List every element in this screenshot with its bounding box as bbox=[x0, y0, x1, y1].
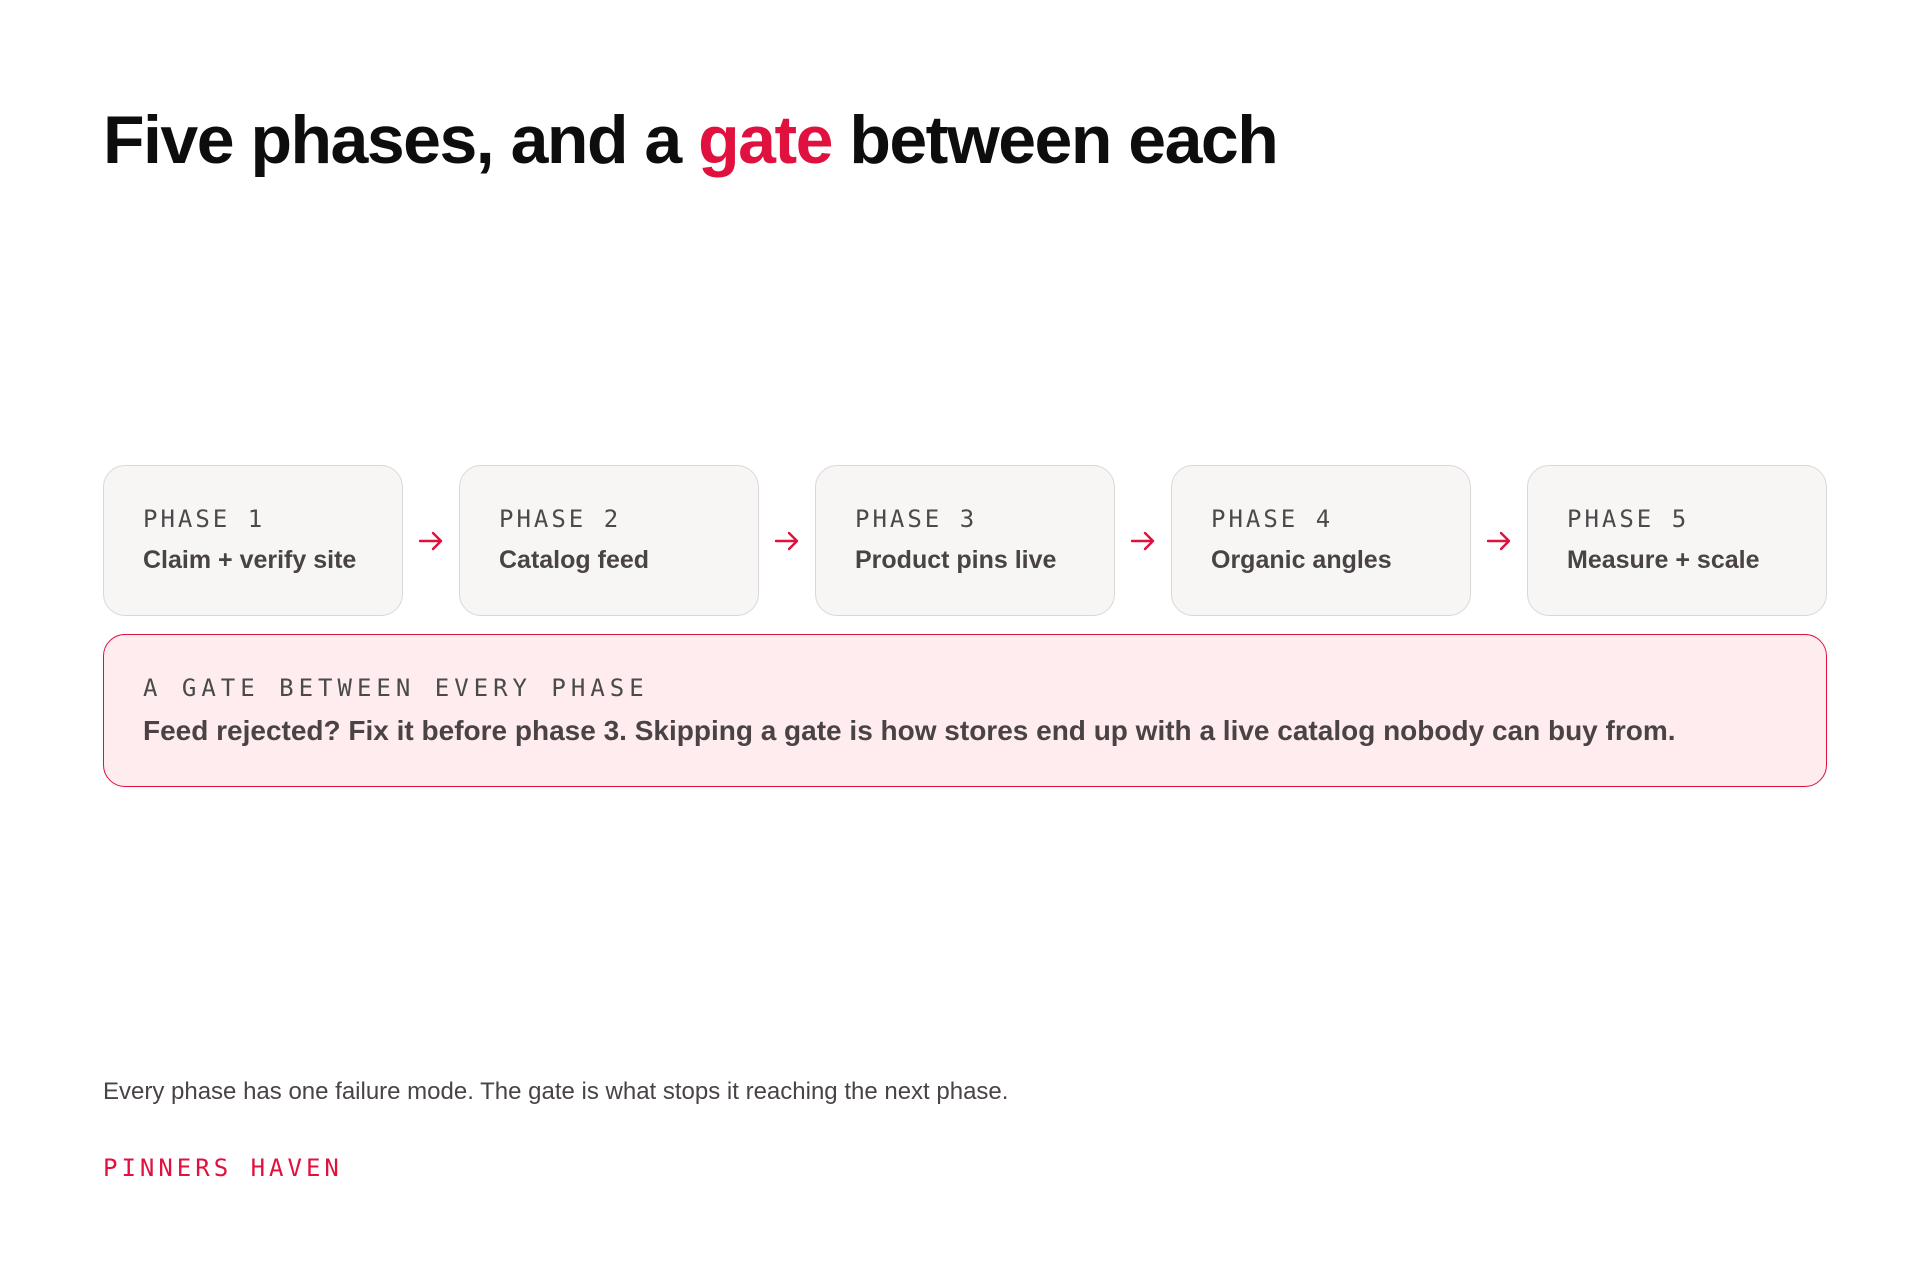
phase-label: PHASE 1 bbox=[143, 505, 266, 533]
phase-label: PHASE 4 bbox=[1211, 505, 1334, 533]
phase-label: PHASE 3 bbox=[855, 505, 978, 533]
arrow-right-icon bbox=[403, 465, 459, 616]
brand-wordmark: PINNERS HAVEN bbox=[103, 1154, 343, 1182]
phase-card-4 bbox=[1171, 465, 1471, 616]
phase-name: Claim + verify site bbox=[143, 546, 357, 574]
phase-flow bbox=[103, 465, 1827, 616]
gate-text: Feed rejected? Fix it before phase 3. Skipping a gate is how stores end up with a live catalog nobody can buy from. bbox=[143, 715, 1676, 746]
phase-label: PHASE 2 bbox=[499, 505, 622, 533]
gate-label: A GATE BETWEEN EVERY PHASE bbox=[143, 674, 649, 702]
phase-card-1 bbox=[103, 465, 403, 616]
arrow-right-icon bbox=[1115, 465, 1171, 616]
arrow-right-icon bbox=[759, 465, 815, 616]
footnote: Every phase has one failure mode. The gate is what stops it reaching the next phase. bbox=[103, 1078, 1009, 1105]
title-before: Five phases, and a bbox=[103, 102, 699, 178]
phase-card-5 bbox=[1527, 465, 1827, 616]
title-highlight: gate bbox=[698, 102, 832, 178]
phase-name: Organic angles bbox=[1211, 546, 1392, 574]
phase-card-3 bbox=[815, 465, 1115, 616]
title-after: between each bbox=[831, 102, 1278, 178]
page-title bbox=[103, 98, 1277, 182]
phase-name: Catalog feed bbox=[499, 546, 650, 574]
phase-name: Measure + scale bbox=[1567, 546, 1760, 574]
phase-card-2 bbox=[459, 465, 759, 616]
phase-label: PHASE 5 bbox=[1567, 505, 1690, 533]
arrow-right-icon bbox=[1471, 465, 1527, 616]
phase-name: Product pins live bbox=[855, 546, 1057, 574]
gate-callout bbox=[103, 634, 1827, 787]
